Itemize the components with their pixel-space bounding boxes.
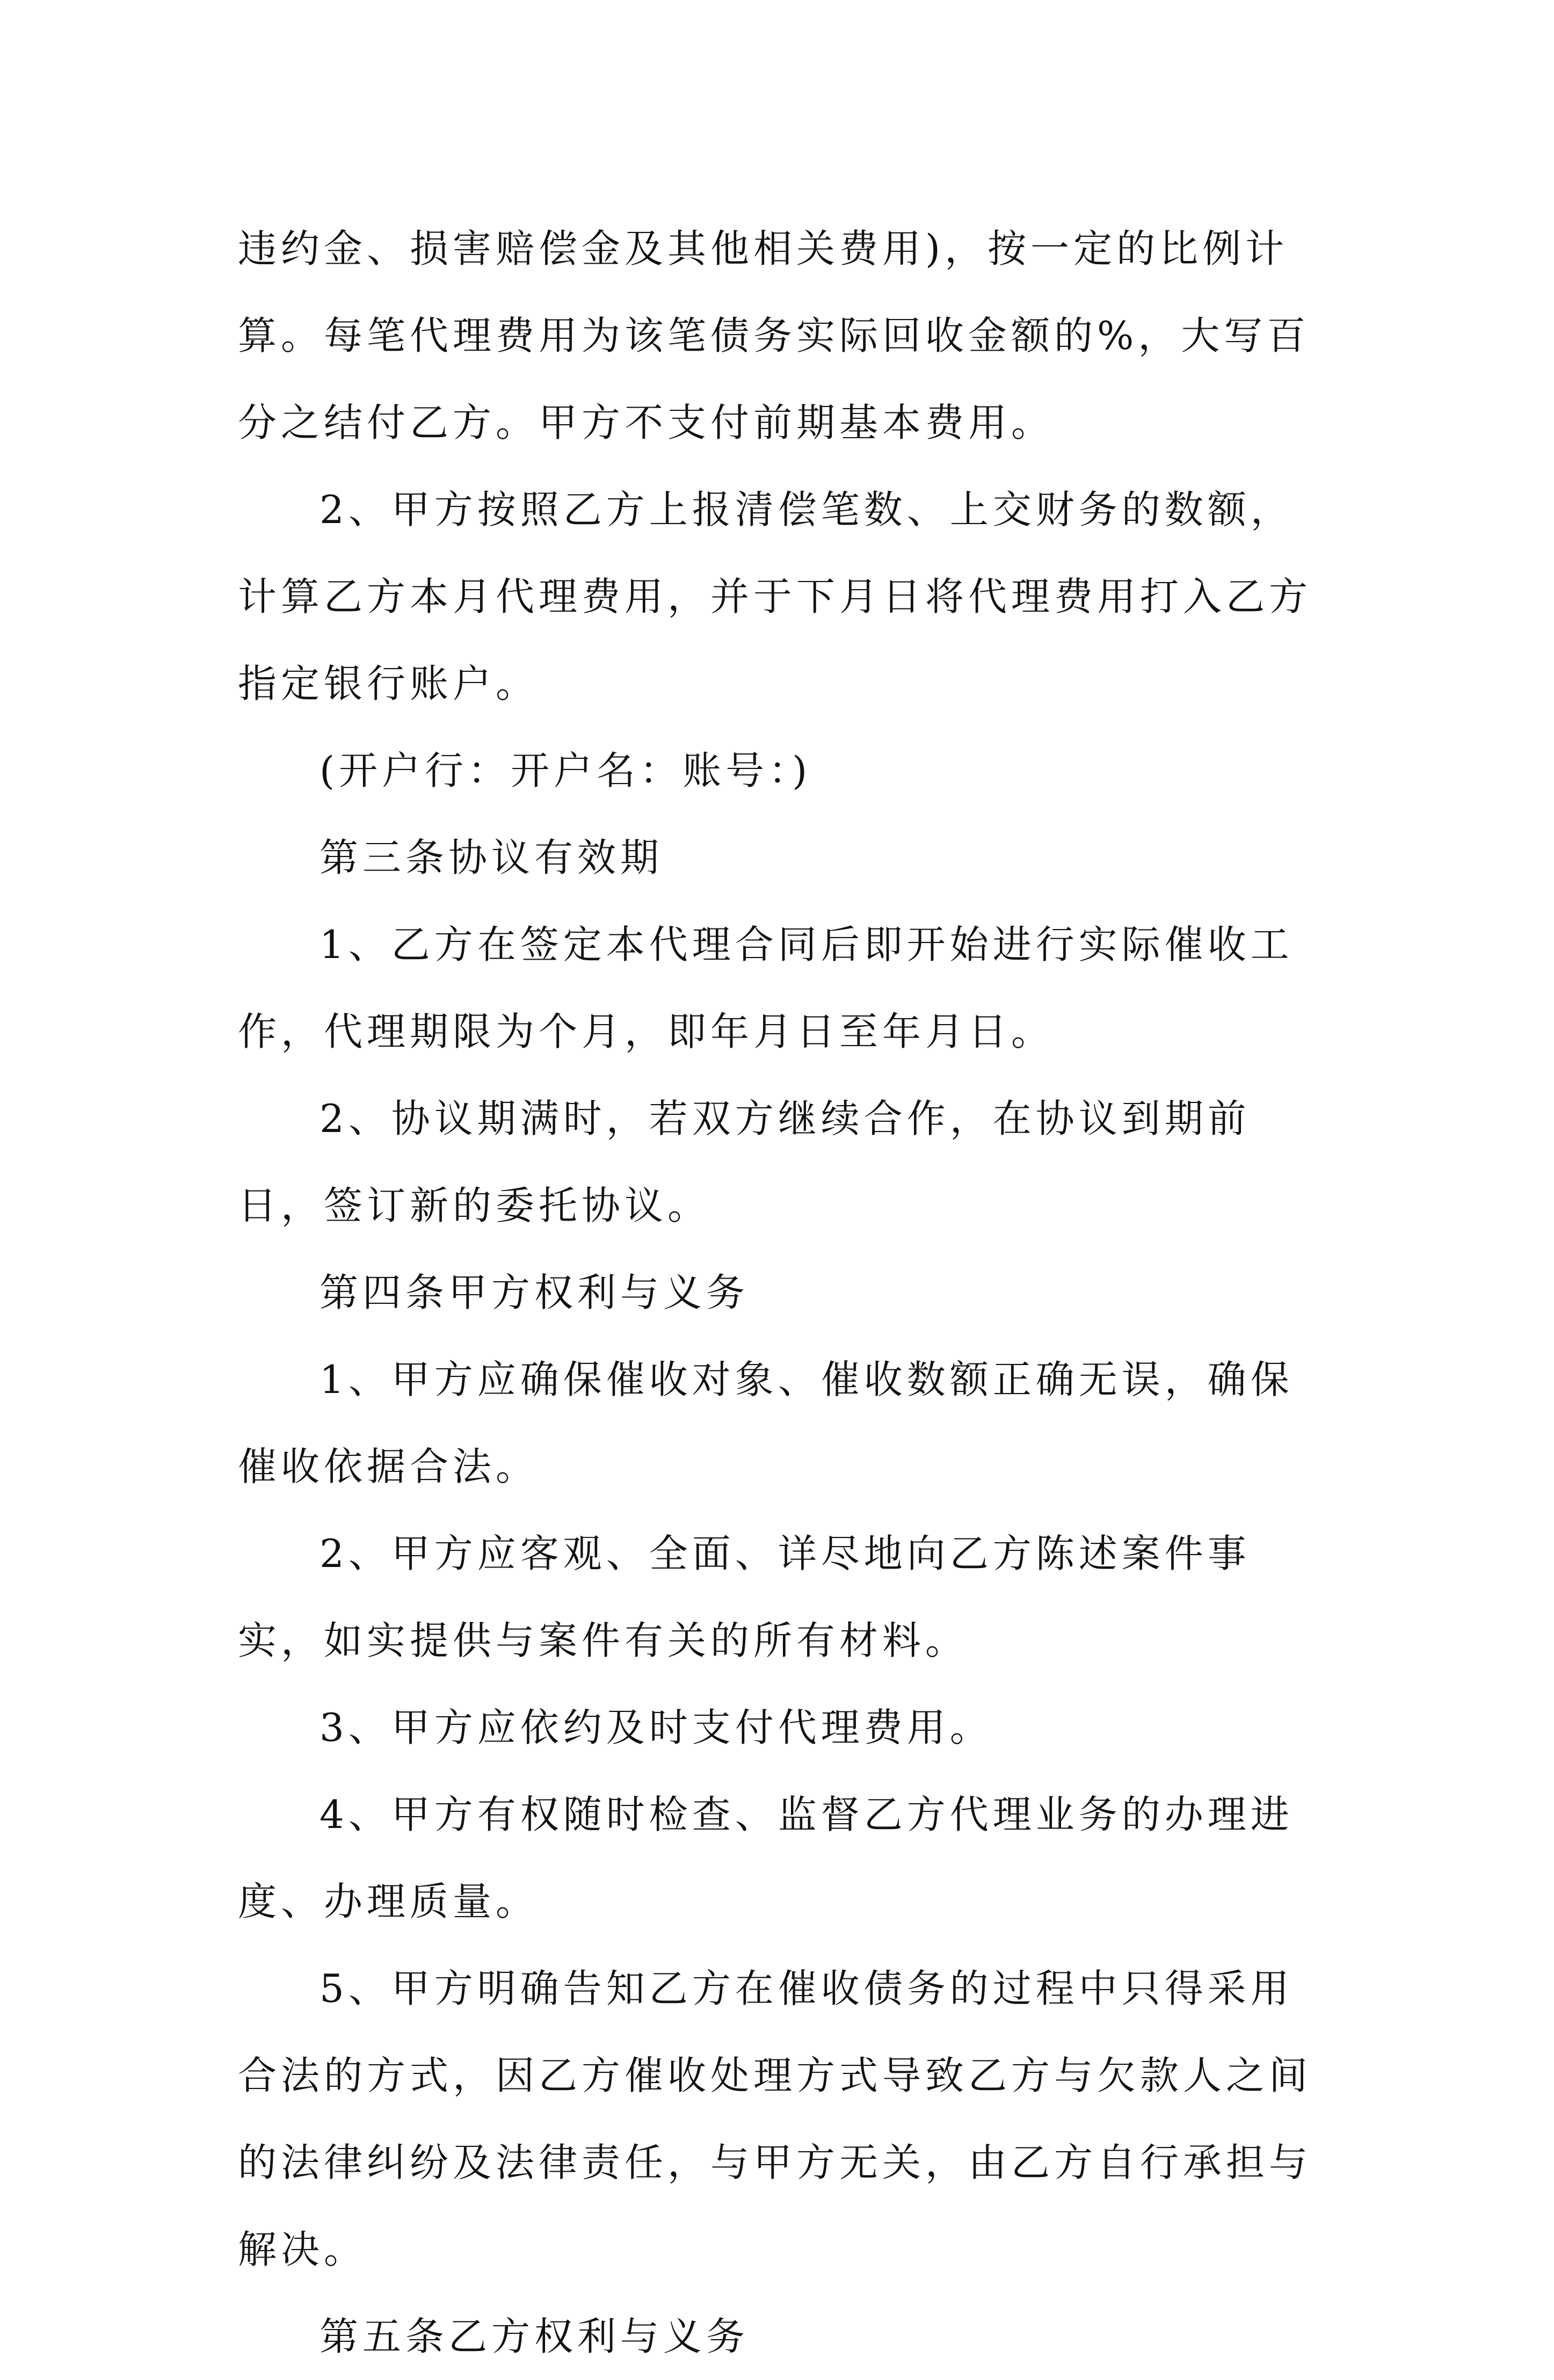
paragraph-bank-account: (开户行：开户名：账号：) [319, 748, 812, 793]
heading-article-4: 第四条甲方权利与义务 [319, 1270, 750, 1315]
paragraph-monthly-payment: 2、甲方按照乙方上报清偿笔数、上交财务的数额，计算乙方本月代理费用，并于下月日将代理费用打入乙方指定银行账户。 [238, 487, 1312, 706]
paragraph-article-4-item-3: 3、甲方应依约及时支付代理费用。 [319, 1705, 993, 1750]
document-body [238, 205, 1333, 2380]
paragraph-article-3-item-2: 2、协议期满时，若双方继续合作，在协议到期前日，签订新的委托协议。 [238, 1096, 1251, 1228]
paragraph-fee-calculation: 违约金、损害赔偿金及其他相关费用)，按一定的比例计算。每笔代理费用为该笔债务实际回收金额的%，大写百分之结付乙方。甲方不支付前期基本费用。 [238, 226, 1310, 445]
heading-article-5: 第五条乙方权利与义务 [319, 2314, 750, 2359]
paragraph-article-4-item-2: 2、甲方应客观、全面、详尽地向乙方陈述案件事实，如实提供与案件有关的所有材料。 [238, 1531, 1251, 1663]
paragraph-article-4-item-5: 5、甲方明确告知乙方在催收债务的过程中只得采用合法的方式，因乙方催收处理方式导致乙方与欠款人之间的法律纠纷及法律责任，与甲方无关，由乙方自行承担与解决。 [238, 1966, 1312, 2272]
heading-article-3: 第三条协议有效期 [319, 835, 664, 880]
paragraph-article-4-item-1: 1、甲方应确保催收对象、催收数额正确无误，确保催收依据合法。 [238, 1357, 1294, 1489]
paragraph-article-3-item-1: 1、乙方在签定本代理合同后即开始进行实际催收工作，代理期限为个月，即年月日至年月日。 [238, 922, 1294, 1054]
paragraph-article-4-item-4: 4、甲方有权随时检查、监督乙方代理业务的办理进度、办理质量。 [238, 1792, 1294, 1924]
